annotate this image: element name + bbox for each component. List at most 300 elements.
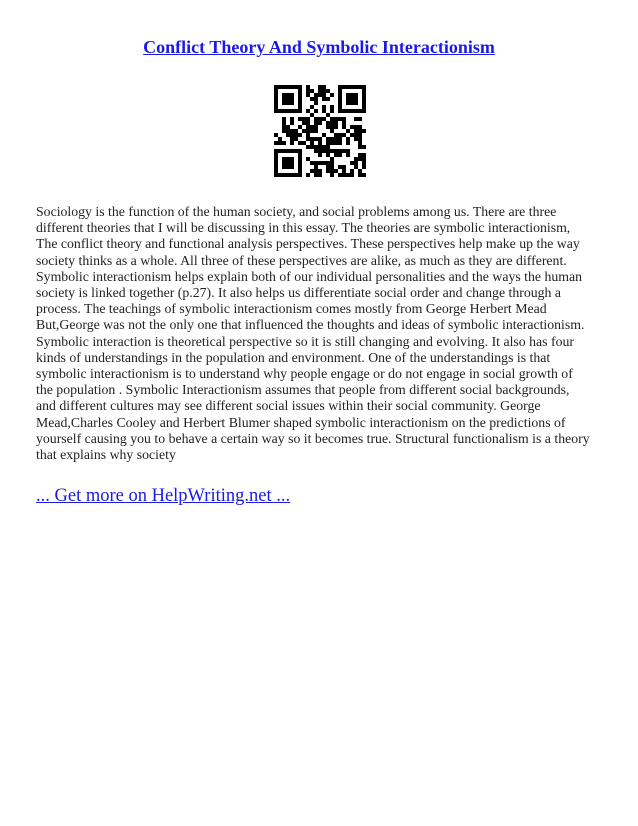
qr-module [318, 173, 322, 177]
body-line: and different cultures may see different social issues within their social community. George [36, 398, 541, 414]
qr-module [318, 169, 322, 173]
qr-module [354, 137, 358, 141]
qr-module [358, 157, 362, 161]
qr-module [314, 169, 318, 173]
qr-module [326, 137, 330, 141]
qr-module [330, 109, 334, 113]
qr-module [274, 153, 278, 157]
qr-module [338, 105, 342, 109]
qr-module [326, 145, 330, 149]
qr-module [290, 101, 294, 105]
qr-module [354, 93, 358, 97]
body-line: that explains why society [36, 447, 176, 463]
qr-module [330, 149, 334, 153]
qr-module [282, 129, 286, 133]
qr-module [286, 125, 290, 129]
body-line: Sociology is the function of the human society, and social problems among us. There are three [36, 204, 557, 219]
qr-module [294, 109, 298, 113]
qr-module [306, 89, 310, 93]
qr-module [274, 169, 278, 173]
qr-module [322, 89, 326, 93]
qr-module [286, 101, 290, 105]
qr-module [274, 133, 278, 137]
qr-module [274, 101, 278, 105]
qr-module [346, 93, 350, 97]
qr-module [318, 137, 322, 141]
qr-module [326, 149, 330, 153]
qr-module [362, 129, 366, 133]
qr-module [290, 173, 294, 177]
qr-module [346, 149, 350, 153]
qr-module [282, 149, 286, 153]
qr-module [354, 85, 358, 89]
qr-module [310, 145, 314, 149]
qr-module [286, 97, 290, 101]
qr-module [286, 93, 290, 97]
qr-module [330, 93, 334, 97]
qr-module [282, 141, 286, 145]
qr-module [346, 141, 350, 145]
qr-module [314, 109, 318, 113]
qr-module [358, 137, 362, 141]
qr-module [290, 93, 294, 97]
qr-module [326, 113, 330, 117]
qr-module [358, 133, 362, 137]
qr-module [362, 109, 366, 113]
qr-module [354, 125, 358, 129]
qr-module [358, 129, 362, 133]
qr-module [362, 153, 366, 157]
qr-module [278, 173, 282, 177]
qr-module [314, 145, 318, 149]
qr-module [318, 161, 322, 165]
qr-module [306, 109, 310, 113]
qr-module [334, 133, 338, 137]
qr-module [362, 97, 366, 101]
qr-module [338, 93, 342, 97]
qr-module [362, 101, 366, 105]
qr-module [314, 97, 318, 101]
qr-module [354, 109, 358, 113]
qr-module [326, 97, 330, 101]
qr-module [326, 121, 330, 125]
qr-module [302, 141, 306, 145]
qr-module [338, 117, 342, 121]
qr-module [318, 153, 322, 157]
qr-module [278, 141, 282, 145]
qr-module [286, 161, 290, 165]
qr-module [306, 125, 310, 129]
qr-module [322, 97, 326, 101]
qr-module [298, 133, 302, 137]
qr-module [290, 141, 294, 145]
qr-module [342, 169, 346, 173]
qr-module [362, 165, 366, 169]
qr-module [282, 173, 286, 177]
qr-module [318, 141, 322, 145]
qr-module [302, 121, 306, 125]
qr-module [326, 161, 330, 165]
qr-module [358, 117, 362, 121]
qr-module [298, 85, 302, 89]
body-line: society thinks as a whole. All three of these perspectives are alike, as much as they are different. [36, 252, 567, 268]
qr-module [330, 117, 334, 121]
qr-module [298, 89, 302, 93]
qr-module [278, 85, 282, 89]
qr-module [314, 149, 318, 153]
qr-module [314, 161, 318, 165]
qr-module [306, 117, 310, 121]
qr-module [310, 113, 314, 117]
qr-module [330, 173, 334, 177]
qr-module [322, 117, 326, 121]
qr-module [358, 173, 362, 177]
qr-module [290, 97, 294, 101]
qr-module [290, 161, 294, 165]
qr-module [290, 121, 294, 125]
qr-module [310, 97, 314, 101]
qr-module [274, 157, 278, 161]
qr-module [310, 141, 314, 145]
qr-module [298, 173, 302, 177]
qr-module [362, 145, 366, 149]
qr-module [298, 109, 302, 113]
body-line: process. The teachings of symbolic interactionism comes mostly from George Herbert Mead [36, 301, 547, 317]
qr-module [334, 169, 338, 173]
qr-module [346, 85, 350, 89]
qr-module [274, 173, 278, 177]
qr-module [286, 157, 290, 161]
qr-module [318, 117, 322, 121]
qr-module [342, 173, 346, 177]
qr-module [338, 109, 342, 113]
qr-module [274, 165, 278, 169]
qr-module [334, 141, 338, 145]
qr-module [338, 89, 342, 93]
qr-module [290, 129, 294, 133]
body-line: Symbolic interactionism helps explain both of our individual personalities and the ways the human [36, 268, 583, 284]
qr-module [330, 121, 334, 125]
qr-module [346, 129, 350, 133]
body-line: But,George was not the only one that influenced the thoughts and ideas of symbolic interactionism. [36, 317, 585, 333]
qr-module [286, 149, 290, 153]
qr-module [330, 105, 334, 109]
qr-module [314, 121, 318, 125]
qr-module [302, 117, 306, 121]
body-line: kinds of understandings in the population and environment. One of the understandings is that [36, 349, 551, 365]
qr-module [342, 133, 346, 137]
qr-module [278, 149, 282, 153]
qr-module [274, 141, 278, 145]
qr-module [342, 121, 346, 125]
qr-module [286, 129, 290, 133]
qr-module [354, 157, 358, 161]
qr-module [290, 157, 294, 161]
qr-module [298, 101, 302, 105]
qr-module [302, 129, 306, 133]
qr-module [314, 117, 318, 121]
qr-module [314, 93, 318, 97]
qr-module [274, 149, 278, 153]
qr-module [294, 149, 298, 153]
qr-module [278, 109, 282, 113]
qr-module [350, 161, 354, 165]
qr-module [342, 165, 346, 169]
qr-module [310, 89, 314, 93]
qr-module [282, 121, 286, 125]
qr-module [334, 153, 338, 157]
page-title[interactable]: Conflict Theory And Symbolic Interactionism [143, 37, 495, 57]
qr-module [298, 165, 302, 169]
body-line: symbolic interactionism is to understand why people engage or do not engage in social growth of [36, 366, 573, 382]
qr-module [282, 85, 286, 89]
qr-module [306, 157, 310, 161]
qr-module [318, 121, 322, 125]
qr-module [346, 97, 350, 101]
qr-module [342, 85, 346, 89]
qr-module [322, 133, 326, 137]
qr-module [330, 165, 334, 169]
qr-module [322, 85, 326, 89]
qr-module [338, 133, 342, 137]
qr-module [354, 97, 358, 101]
qr-module [346, 173, 350, 177]
qr-module [314, 129, 318, 133]
qr-module [274, 85, 278, 89]
qr-module [358, 169, 362, 173]
qr-module [322, 149, 326, 153]
qr-module [358, 109, 362, 113]
qr-module [338, 141, 342, 145]
qr-module [282, 157, 286, 161]
qr-module [338, 101, 342, 105]
qr-module [350, 101, 354, 105]
qr-module [350, 125, 354, 129]
body-line: society is linked together (p.27). It also helps us differentiate social order and change through a [36, 285, 562, 301]
qr-module [334, 117, 338, 121]
qr-module [338, 97, 342, 101]
qr-module [350, 109, 354, 113]
qr-module [314, 165, 318, 169]
qr-module [362, 89, 366, 93]
qr-module [298, 157, 302, 161]
qr-module [274, 89, 278, 93]
qr-module [286, 109, 290, 113]
qr-module [290, 149, 294, 153]
qr-module [362, 105, 366, 109]
qr-module [314, 137, 318, 141]
qr-module [282, 117, 286, 121]
qr-module [282, 125, 286, 129]
qr-module [338, 153, 342, 157]
qr-module [358, 85, 362, 89]
qr-module [354, 161, 358, 165]
qr-module [354, 129, 358, 133]
qr-module [290, 133, 294, 137]
qr-module [318, 85, 322, 89]
body-line: different theories that I will be discussing in this essay. The theories are symbolic interactionism, [36, 220, 571, 236]
get-more-link[interactable]: ... Get more on HelpWriting.net ... [36, 486, 291, 506]
qr-module [322, 93, 326, 97]
qr-module [326, 141, 330, 145]
qr-module [358, 153, 362, 157]
qr-module [282, 161, 286, 165]
qr-module [346, 137, 350, 141]
qr-module [338, 149, 342, 153]
qr-module [298, 153, 302, 157]
qr-module [306, 145, 310, 149]
qr-module [282, 93, 286, 97]
qr-module [314, 173, 318, 177]
qr-module [358, 125, 362, 129]
qr-module [298, 125, 302, 129]
qr-module [334, 137, 338, 141]
qr-module [322, 161, 326, 165]
qr-module [306, 137, 310, 141]
qr-module [314, 101, 318, 105]
body-line: The conflict theory and functional analysis perspectives. These perspectives help make up the way [36, 236, 580, 252]
qr-module [346, 153, 350, 157]
body-line: the population . Symbolic Interactionism assumes that people from different social backgrounds, [36, 382, 570, 398]
qr-module [362, 157, 366, 161]
qr-module [330, 125, 334, 129]
qr-module [282, 97, 286, 101]
qr-module [310, 129, 314, 133]
qr-module [350, 93, 354, 97]
qr-module [362, 173, 366, 177]
qr-module [286, 173, 290, 177]
qr-module [362, 161, 366, 165]
qr-module [306, 85, 310, 89]
qr-module [310, 137, 314, 141]
qr-module [358, 145, 362, 149]
qr-module [322, 105, 326, 109]
qr-module [278, 137, 282, 141]
qr-module [282, 109, 286, 113]
qr-module [358, 141, 362, 145]
qr-module [362, 85, 366, 89]
qr-module [334, 125, 338, 129]
qr-module [330, 157, 334, 161]
qr-module [326, 165, 330, 169]
qr-module [342, 125, 346, 129]
qr-module [350, 97, 354, 101]
qr-module [274, 93, 278, 97]
qr-module [354, 101, 358, 105]
qr-module [338, 165, 342, 169]
qr-module [298, 161, 302, 165]
qr-module [326, 125, 330, 129]
body-line: Symbolic interaction is theoretical perspective so it is still changing and evolving. It also has four [36, 333, 574, 349]
qr-module [294, 173, 298, 177]
qr-module [346, 109, 350, 113]
qr-module [282, 101, 286, 105]
qr-module [290, 117, 294, 121]
qr-module [298, 141, 302, 145]
qr-module [298, 117, 302, 121]
qr-module [306, 133, 310, 137]
qr-module [342, 117, 346, 121]
qr-module [350, 133, 354, 137]
qr-module [294, 137, 298, 141]
qr-module [330, 129, 334, 133]
qr-module [338, 137, 342, 141]
qr-module [330, 141, 334, 145]
qr-module [322, 145, 326, 149]
qr-module [326, 169, 330, 173]
qr-module [334, 149, 338, 153]
qr-module [318, 145, 322, 149]
qr-module [298, 105, 302, 109]
qr-module [290, 165, 294, 169]
qr-module [326, 89, 330, 93]
qr-module [330, 161, 334, 165]
qr-module [354, 117, 358, 121]
qr-module [350, 85, 354, 89]
qr-code-icon [274, 85, 366, 177]
body-line: Mead,Charles Cooley and Herbert Blumer shaped symbolic interactionism on the predictions of [36, 414, 566, 430]
qr-module [298, 149, 302, 153]
qr-module [350, 173, 354, 177]
qr-module [350, 169, 354, 173]
qr-module [318, 93, 322, 97]
qr-module [330, 137, 334, 141]
qr-module [274, 109, 278, 113]
qr-module [342, 149, 346, 153]
qr-module [298, 169, 302, 173]
qr-module [290, 85, 294, 89]
qr-module [286, 85, 290, 89]
qr-module [338, 85, 342, 89]
qr-module [294, 129, 298, 133]
body-line: yourself causing you to behave a certain way so it becomes true. Structural functionalism is a theory [36, 430, 590, 446]
qr-module [298, 97, 302, 101]
qr-module [314, 125, 318, 129]
qr-module [310, 125, 314, 129]
qr-module [306, 129, 310, 133]
qr-module [334, 121, 338, 125]
qr-module [362, 93, 366, 97]
qr-module [342, 109, 346, 113]
qr-module [294, 85, 298, 89]
qr-module [318, 89, 322, 93]
qr-module [274, 105, 278, 109]
qr-module [290, 137, 294, 141]
qr-module [354, 165, 358, 169]
qr-module [330, 169, 334, 173]
qr-module [282, 165, 286, 169]
qr-module [290, 109, 294, 113]
qr-module [310, 169, 314, 173]
qr-module [294, 133, 298, 137]
qr-module [338, 173, 342, 177]
qr-module [326, 153, 330, 157]
qr-module [286, 133, 290, 137]
qr-module [322, 109, 326, 113]
qr-module [310, 161, 314, 165]
qr-module [310, 105, 314, 109]
qr-module [274, 97, 278, 101]
qr-module [354, 133, 358, 137]
qr-module [286, 165, 290, 169]
qr-module [274, 161, 278, 165]
qr-module [306, 93, 310, 97]
qr-module [346, 101, 350, 105]
qr-module [306, 173, 310, 177]
qr-module [306, 121, 310, 125]
qr-module [318, 149, 322, 153]
essay-body [36, 204, 604, 463]
